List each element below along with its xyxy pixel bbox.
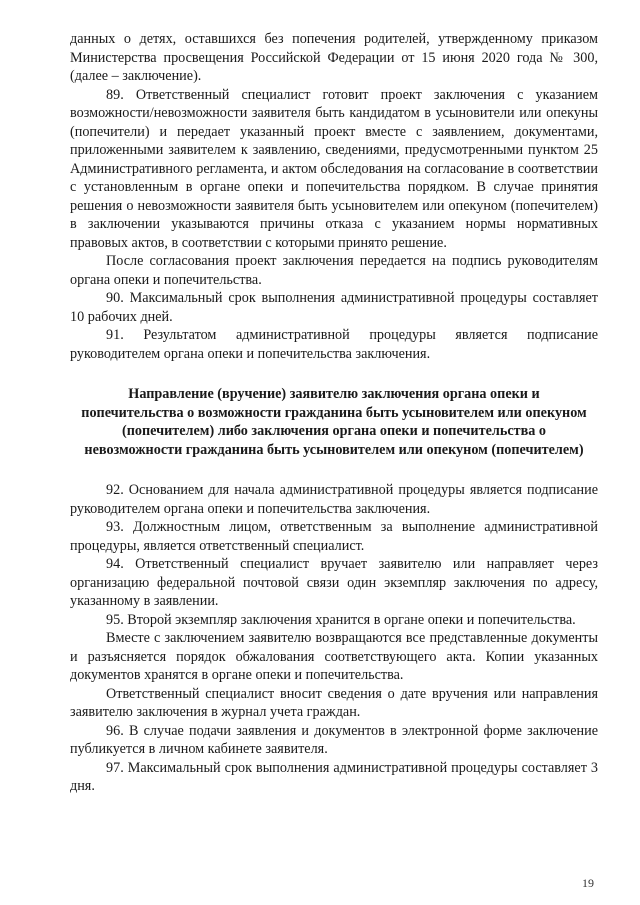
page-number: 19 — [582, 876, 594, 890]
paragraph-95: 95. Второй экземпляр заключения хранится в органе опеки и попечительства. — [106, 611, 576, 628]
paragraph-journal-entry: Ответственный специалист вносит сведения о дате вручения или направления заявителю заключения в журнал учета граждан. — [70, 685, 598, 720]
paragraph-90: 90. Максимальный срок выполнения административной процедуры составляет 10 рабочих дней. — [70, 290, 598, 325]
spacer — [70, 363, 598, 385]
paragraph-documents-returned: Вместе с заключением заявителю возвращаются все представленные документы и разъясняется порядок обжалования соответствующего акта. Копии указанных документов хранятся в органе опеки и попечительства. — [70, 630, 598, 683]
paragraph-92: 92. Основанием для начала административной процедуры является подписание руководителем органа опеки и попечительства заключения. — [70, 482, 598, 517]
paragraph-97: 97. Максимальный срок выполнения административной процедуры составляет 3 дня. — [70, 759, 598, 794]
document-page — [70, 30, 598, 796]
section-heading: Направление (вручение) заявителю заключения органа опеки и попечительства о возможности гражданина быть усыновителем или опекуном (попечителем) либо заключения органа опеки и попечительства о невозможности гражданина быть усыновителем или опекуном (попечителем) — [81, 386, 587, 458]
paragraph-91: 91. Результатом административной процедуры является подписание руководителем органа опеки и попечительства заключения. — [70, 327, 598, 362]
paragraph-93: 93. Должностным лицом, ответственным за выполнение административной процедуры, является ответственный специалист. — [70, 519, 598, 554]
paragraph-94: 94. Ответственный специалист вручает заявителю или направляет через организацию федеральной почтовой связи один экземпляр заключения по адресу, указанному в заявлении. — [70, 556, 598, 609]
paragraph-after-approval: После согласования проект заключения передается на подпись руководителям органа опеки и попечительства. — [70, 253, 598, 288]
paragraph-continuation: данных о детях, оставшихся без попечения родителей, утвержденному приказом Министерства просвещения Российской Федерации от 15 июня 2020 года № 300, (далее – заключение). — [70, 31, 598, 84]
paragraph-96: 96. В случае подачи заявления и документов в электронной форме заключение публикуется в личном кабинете заявителя. — [70, 722, 598, 757]
spacer — [70, 459, 598, 481]
paragraph-89: 89. Ответственный специалист готовит проект заключения с указанием возможности/невозможности заявителя быть кандидатом в усыновители или опекуны (попечители) и передает указанный проект вместе с заявлением, документами, приложенными заявителем к заявлению, сведениями, предусмотренными пунктом 25 Административного регламента, и актом обследования на согласование в соответствии с установленным в органе опеки и попечительства порядком. В случае принятия решения о невозможности заявителя быть усыновителем или опекуном (попечителем) в заключении указываются причины отказа с указанием нормы нормативных правовых актов, в соответствии с которыми принято решение. — [70, 86, 598, 251]
